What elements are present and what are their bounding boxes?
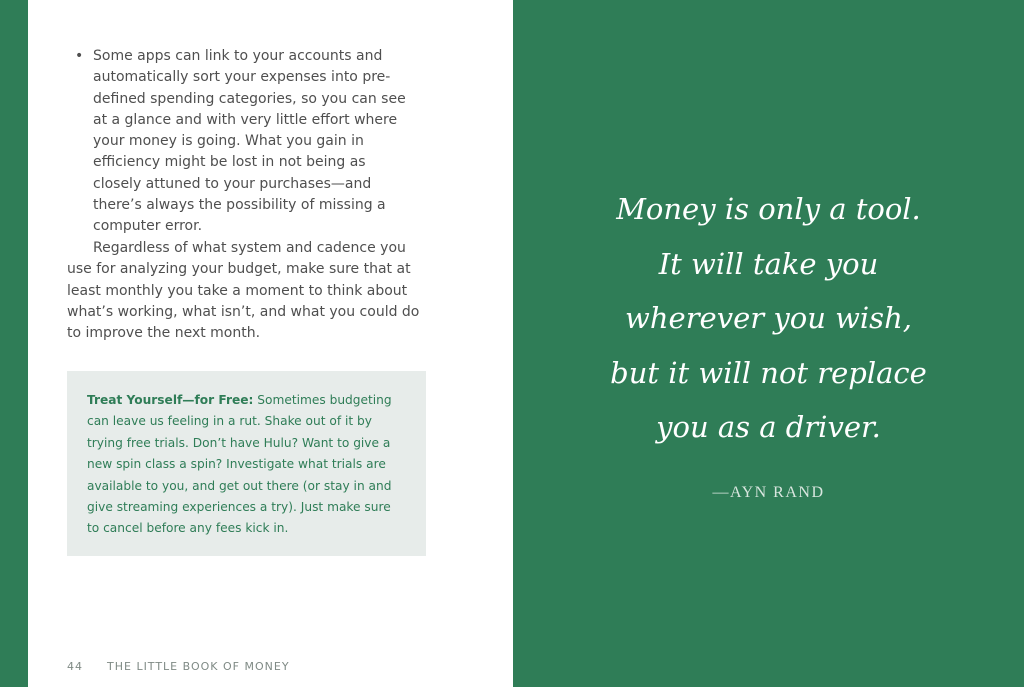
bullet-list bbox=[72, 46, 412, 238]
bullet-item bbox=[72, 46, 412, 238]
left-page bbox=[28, 0, 513, 687]
quote bbox=[513, 182, 1024, 455]
quote-line-3: wherever you wish, bbox=[625, 301, 912, 335]
tip-title: Treat Yourself—for Free: bbox=[87, 393, 254, 407]
page-number: 44 bbox=[67, 660, 83, 673]
book-title: THE LITTLE BOOK OF MONEY bbox=[107, 660, 290, 673]
quote-line-1: Money is only a tool. bbox=[616, 192, 921, 226]
quote-attribution: —AYN RAND bbox=[712, 484, 825, 501]
tip-box bbox=[67, 371, 426, 556]
tip-body: Sometimes budgeting can leave us feeling in a rut. Shake out of it by trying free trials. Don’t have Hulu? Want to give a new spin class a spin? Investigate what trials are available to you, and get out there (or stay in and give streaming experiences a try). Just make sure to cancel before any fees kick in. bbox=[87, 393, 392, 536]
page-footer bbox=[67, 660, 290, 673]
tip-text bbox=[87, 390, 406, 540]
quote-line-2: It will take you bbox=[658, 246, 879, 281]
quote-line-5: you as a driver. bbox=[656, 410, 881, 444]
bullet-text: Some apps can link to your accounts and automatically sort your expenses into pre-defined spending categories, so you can see at a glance and with very little effort where your money is going. What you gain in efficiency might be lost in not being as closely attuned to your purchases—and there’s always the possibility of missing a computer error. bbox=[93, 48, 406, 235]
bullet-marker: • bbox=[75, 48, 84, 64]
right-page bbox=[513, 0, 1024, 687]
quote-line-4: but it will not replace bbox=[610, 355, 927, 390]
body-paragraph: Regardless of what system and cadence you use for analyzing your budget, make sure that at least monthly you take a moment to think about what’s working, what isn’t, and what you could do to improve the next month. bbox=[67, 240, 420, 342]
